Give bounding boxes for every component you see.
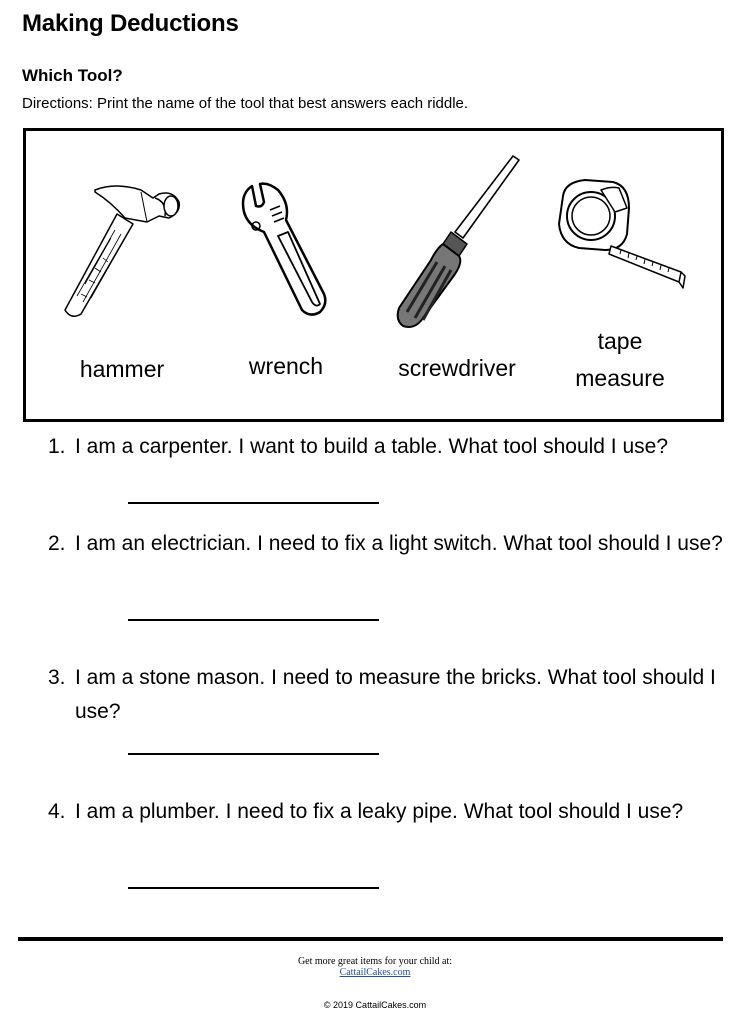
question-text: I am an electrician. I need to fix a light switch. What tool should I use? bbox=[75, 532, 723, 555]
question-1 bbox=[48, 430, 728, 464]
footer-link[interactable]: CattailCakes.com bbox=[339, 967, 411, 978]
screwdriver-icon bbox=[393, 152, 523, 334]
tool-label-tape-line2: measure bbox=[575, 365, 665, 391]
answer-line-4[interactable] bbox=[128, 887, 379, 889]
answer-line-3[interactable] bbox=[128, 753, 379, 755]
answer-line-2[interactable] bbox=[128, 619, 379, 621]
footer-promo-text: Get more great items for your child at: bbox=[297, 956, 453, 967]
tool-label-wrench: wrench bbox=[248, 353, 324, 379]
question-3 bbox=[48, 661, 728, 729]
tool-label-tape-line1: tape bbox=[597, 328, 643, 354]
page-title: Making Deductions bbox=[22, 10, 239, 37]
question-2 bbox=[48, 527, 728, 561]
section-subtitle: Which Tool? bbox=[22, 66, 123, 85]
wrench-icon bbox=[238, 180, 333, 320]
question-number: 2. bbox=[48, 532, 66, 555]
directions-text: Directions: Print the name of the tool that best answers each riddle. bbox=[22, 95, 469, 112]
question-text: I am a carpenter. I want to build a table. What tool should I use? bbox=[75, 435, 669, 458]
question-number: 1. bbox=[48, 435, 66, 458]
tape-measure-icon bbox=[555, 178, 695, 298]
question-text: I am a stone mason. I need to measure the bricks. What tool should I use? bbox=[75, 666, 716, 723]
copyright-text: © 2019 CattailCakes.com bbox=[323, 1000, 427, 1010]
footer-divider bbox=[18, 937, 723, 941]
answer-line-1[interactable] bbox=[128, 502, 379, 504]
question-4 bbox=[48, 795, 728, 829]
tool-label-hammer: hammer bbox=[79, 356, 165, 382]
question-number: 4. bbox=[48, 800, 66, 823]
tool-label-screwdriver: screwdriver bbox=[398, 355, 516, 381]
question-text: I am a plumber. I need to fix a leaky pipe. What tool should I use? bbox=[75, 800, 684, 823]
question-number: 3. bbox=[48, 666, 66, 689]
hammer-icon bbox=[55, 178, 185, 323]
